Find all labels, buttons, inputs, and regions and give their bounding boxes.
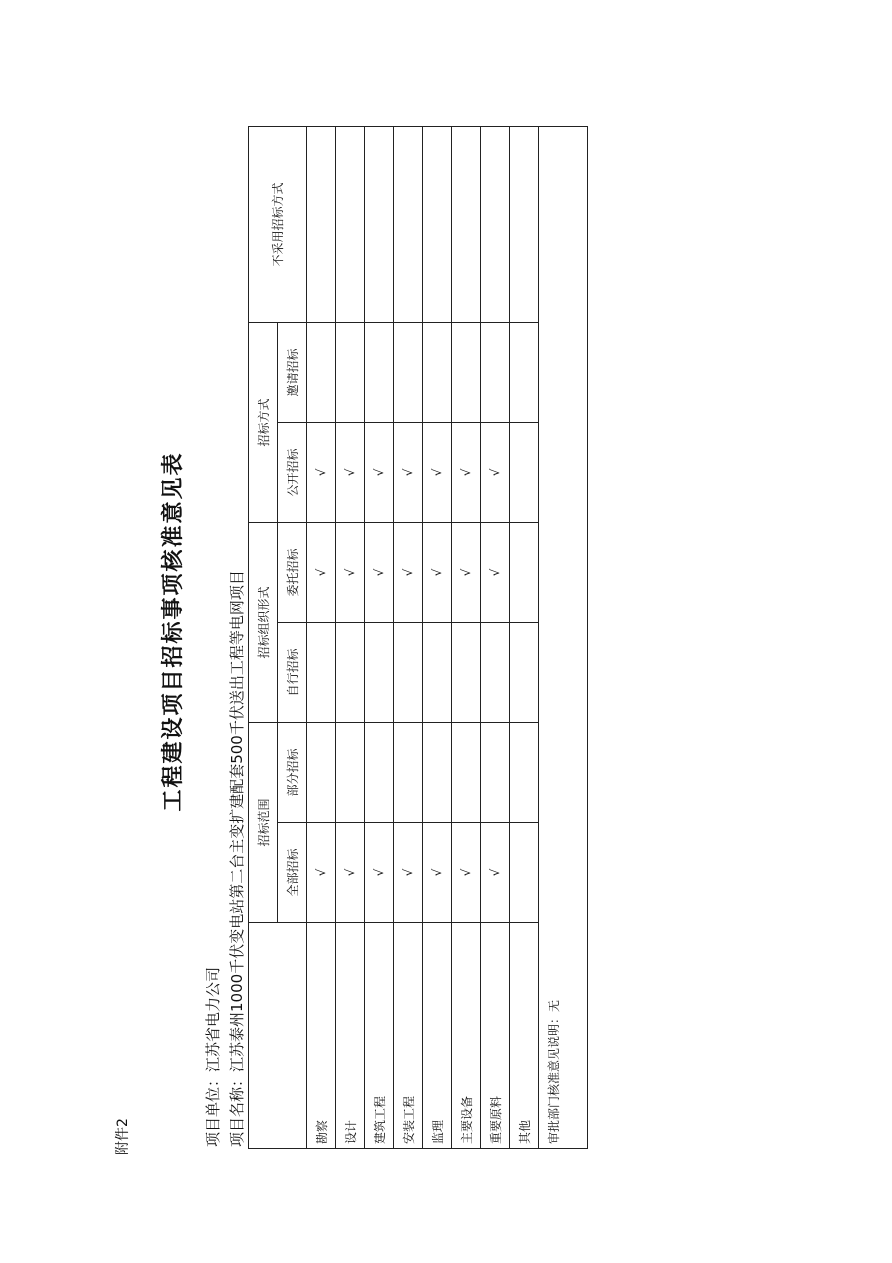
cell-self bbox=[481, 622, 510, 722]
cell-full bbox=[510, 823, 539, 923]
cell-open: √ bbox=[423, 422, 452, 522]
cell-entrusted: √ bbox=[423, 522, 452, 622]
cell-partial bbox=[336, 722, 365, 822]
project-unit-label: 项目单位： bbox=[204, 1071, 222, 1147]
cell-self bbox=[336, 622, 365, 722]
cell-invited bbox=[481, 322, 510, 422]
row-label: 建筑工程 bbox=[365, 923, 394, 1149]
subheader-partial: 部分招标 bbox=[278, 722, 307, 822]
cell-full: √ bbox=[336, 823, 365, 923]
header-scope: 招标范围 bbox=[249, 722, 278, 922]
cell-invited bbox=[365, 322, 394, 422]
cell-partial bbox=[510, 722, 539, 822]
cell-partial bbox=[423, 722, 452, 822]
cell-self bbox=[452, 622, 481, 722]
cell-partial bbox=[394, 722, 423, 822]
cell-open: √ bbox=[365, 422, 394, 522]
cell-entrusted: √ bbox=[336, 522, 365, 622]
cell-partial bbox=[481, 722, 510, 822]
cell-invited bbox=[394, 322, 423, 422]
cell-no-bidding bbox=[481, 126, 510, 322]
cell-invited bbox=[336, 322, 365, 422]
cell-full: √ bbox=[423, 823, 452, 923]
cell-no-bidding bbox=[365, 126, 394, 322]
cell-self bbox=[510, 622, 539, 722]
cell-self bbox=[423, 622, 452, 722]
cell-invited bbox=[307, 322, 336, 422]
cell-self bbox=[394, 622, 423, 722]
page-title: 工程建设项目招标事项核准意见表 bbox=[161, 451, 186, 812]
cell-open: √ bbox=[394, 422, 423, 522]
project-unit-line bbox=[202, 967, 223, 1147]
cell-no-bidding bbox=[307, 126, 336, 322]
subheader-open: 公开招标 bbox=[278, 422, 307, 522]
subheader-full: 全部招标 bbox=[278, 823, 307, 923]
table-row bbox=[481, 126, 510, 1148]
cell-open: √ bbox=[307, 422, 336, 522]
cell-no-bidding bbox=[423, 126, 452, 322]
row-label: 勘察 bbox=[307, 923, 336, 1149]
cell-entrusted: √ bbox=[481, 522, 510, 622]
row-label: 其他 bbox=[510, 923, 539, 1149]
header-organization: 招标组织形式 bbox=[249, 522, 278, 722]
cell-full: √ bbox=[365, 823, 394, 923]
cell-entrusted: √ bbox=[452, 522, 481, 622]
cell-full: √ bbox=[307, 823, 336, 923]
table-row bbox=[510, 126, 539, 1148]
table-row bbox=[365, 126, 394, 1148]
row-label: 主要设备 bbox=[452, 923, 481, 1149]
cell-partial bbox=[307, 722, 336, 822]
cell-full: √ bbox=[394, 823, 423, 923]
subheader-self: 自行招标 bbox=[278, 622, 307, 722]
cell-entrusted bbox=[510, 522, 539, 622]
cell-no-bidding bbox=[452, 126, 481, 322]
approval-note: 审批部门核准意见说明：无 bbox=[539, 126, 588, 1148]
cell-open: √ bbox=[481, 422, 510, 522]
project-name-line bbox=[226, 570, 247, 1147]
project-unit-value: 江苏省电力公司 bbox=[204, 966, 222, 1072]
row-label: 监理 bbox=[423, 923, 452, 1149]
table-row bbox=[307, 126, 336, 1148]
cell-no-bidding bbox=[394, 126, 423, 322]
header-method: 招标方式 bbox=[249, 322, 278, 522]
project-name-value: 江苏泰州1000千伏变电站第二台主变扩建配套500千伏送出工程等电网项目 bbox=[228, 570, 246, 1072]
cell-partial bbox=[365, 722, 394, 822]
cell-open: √ bbox=[336, 422, 365, 522]
cell-partial bbox=[452, 722, 481, 822]
cell-entrusted: √ bbox=[394, 522, 423, 622]
cell-invited bbox=[510, 322, 539, 422]
subheader-entrusted: 委托招标 bbox=[278, 522, 307, 622]
header-blank bbox=[249, 923, 307, 1149]
cell-entrusted: √ bbox=[365, 522, 394, 622]
row-label: 安装工程 bbox=[394, 923, 423, 1149]
cell-invited bbox=[452, 322, 481, 422]
cell-self bbox=[365, 622, 394, 722]
table-row bbox=[336, 126, 365, 1148]
cell-full: √ bbox=[481, 823, 510, 923]
cell-self bbox=[307, 622, 336, 722]
cell-no-bidding bbox=[336, 126, 365, 322]
cell-full: √ bbox=[452, 823, 481, 923]
table-row bbox=[423, 126, 452, 1148]
project-name-label: 项目名称： bbox=[228, 1071, 246, 1147]
header-no-bidding: 不采用招标方式 bbox=[249, 126, 307, 322]
cell-open bbox=[510, 422, 539, 522]
cell-no-bidding bbox=[510, 126, 539, 322]
cell-open: √ bbox=[452, 422, 481, 522]
row-label: 设计 bbox=[336, 923, 365, 1149]
note-row bbox=[539, 126, 588, 1148]
cell-invited bbox=[423, 322, 452, 422]
subheader-invited: 邀请招标 bbox=[278, 322, 307, 422]
table-row bbox=[452, 126, 481, 1148]
cell-entrusted: √ bbox=[307, 522, 336, 622]
row-label: 重要原料 bbox=[481, 923, 510, 1149]
approval-table bbox=[248, 126, 588, 1149]
attachment-label: 附件2 bbox=[115, 1118, 131, 1155]
table-row bbox=[394, 126, 423, 1148]
